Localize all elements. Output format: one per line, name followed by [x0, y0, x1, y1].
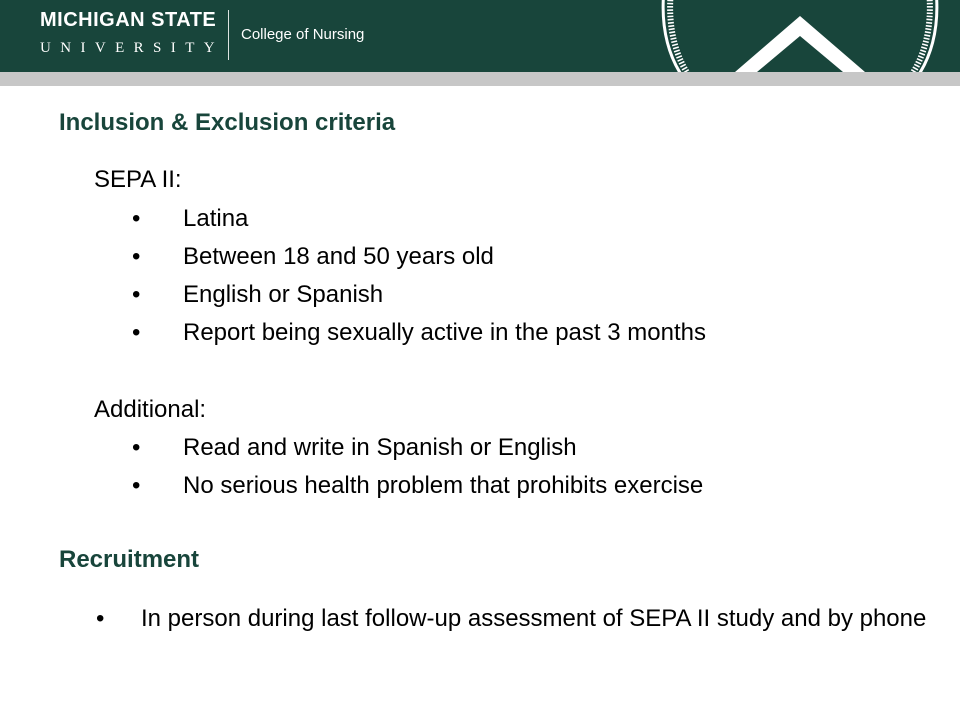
recruitment-item-text: In person during last follow-up assessment of SEPA II study and by phone	[141, 605, 927, 632]
logo-divider	[228, 10, 229, 60]
header-strip	[0, 72, 960, 86]
list-item-text: Between 18 and 50 years old	[183, 243, 494, 270]
slide-header	[0, 0, 960, 72]
list-item-text: No serious health problem that prohibits exercise	[183, 472, 704, 499]
bullet-icon: •	[96, 605, 105, 632]
list-item-text: Read and write in Spanish or English	[183, 434, 577, 461]
bullet-icon: •	[132, 243, 141, 270]
msu-logo	[40, 9, 224, 57]
additional-label: Additional:	[94, 396, 207, 423]
bullet-icon: •	[132, 205, 141, 232]
list-item-text: Latina	[183, 205, 249, 232]
list-item-text: Report being sexually active in the past 3 months	[183, 319, 706, 346]
sepa-label: SEPA II:	[94, 166, 182, 193]
bullet-icon: •	[132, 281, 141, 308]
msu-seal-icon	[640, 0, 960, 72]
college-name: College of Nursing	[241, 26, 365, 43]
logo-line2: UNIVERSITY	[40, 40, 224, 56]
list-item-text: English or Spanish	[183, 281, 384, 308]
heading-recruitment: Recruitment	[59, 546, 200, 573]
bullet-icon: •	[132, 434, 141, 461]
bullet-icon: •	[132, 319, 141, 346]
heading-inclusion-exclusion: Inclusion & Exclusion criteria	[59, 109, 396, 136]
bullet-icon: •	[132, 472, 141, 499]
logo-line1: MICHIGAN STATE	[40, 9, 217, 31]
